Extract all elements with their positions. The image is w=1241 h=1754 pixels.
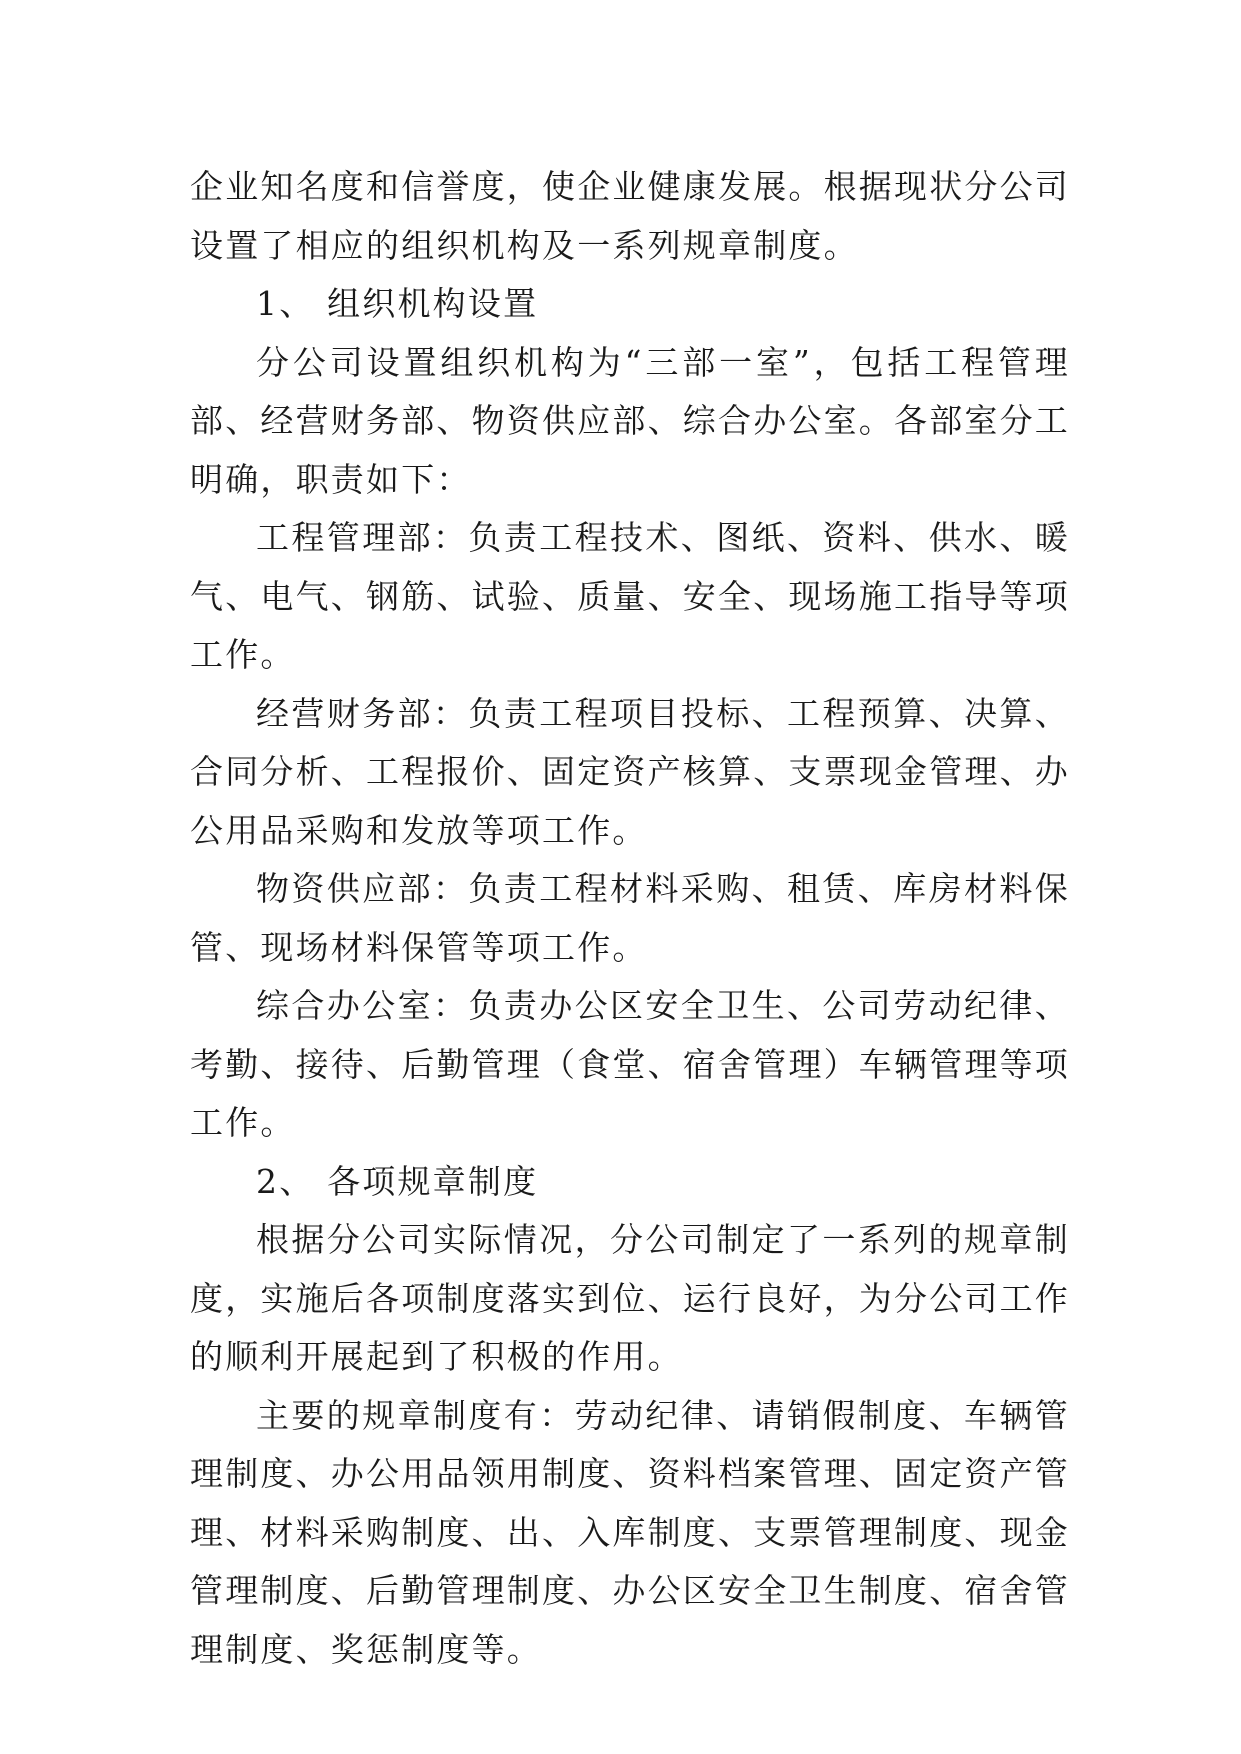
paragraph-regulations-overview: 根据分公司实际情况，分公司制定了一系列的规章制度，实施后各项制度落实到位、运行良好，为分公司工作的顺利开展起到了积极的作用。 bbox=[190, 1220, 1070, 1376]
paragraph-intro: 企业知名度和信誉度，使企业健康发展。根据现状分公司设置了相应的组织机构及一系列规章制度。 bbox=[190, 167, 1070, 265]
paragraph-engineering-dept: 工程管理部：负责工程技术、图纸、资料、供水、暖气、电气、钢筋、试验、质量、安全、现场施工指导等项工作。 bbox=[190, 518, 1070, 674]
section-heading-organization: 1、 组织机构设置 bbox=[256, 284, 539, 323]
paragraph-regulations-list: 主要的规章制度有：劳动纪律、请销假制度、车辆管理制度、办公用品领用制度、资料档案管理、固定资产管理、材料采购制度、出、入库制度、支票管理制度、现金管理制度、后勤管理制度、办公区安全卫生制度、宿舍管理制度、奖惩制度等。 bbox=[190, 1395, 1070, 1669]
document-body bbox=[190, 158, 1070, 1679]
paragraph-finance-dept: 经营财务部：负责工程项目投标、工程预算、决算、合同分析、工程报价、固定资产核算、支票现金管理、办公用品采购和发放等项工作。 bbox=[190, 693, 1070, 850]
paragraph-supply-dept: 物资供应部：负责工程材料采购、租赁、库房材料保管、现场材料保管等项工作。 bbox=[190, 869, 1070, 967]
section-heading-regulations: 2、 各项规章制度 bbox=[256, 1161, 539, 1201]
paragraph-organization-overview: 分公司设置组织机构为“三部一室”，包括工程管理部、经营财务部、物资供应部、综合办公室。各部室分工明确，职责如下： bbox=[190, 342, 1070, 499]
paragraph-general-office: 综合办公室：负责办公区安全卫生、公司劳动纪律、考勤、接待、后勤管理（食堂、宿舍管理）车辆管理等项工作。 bbox=[190, 986, 1070, 1142]
